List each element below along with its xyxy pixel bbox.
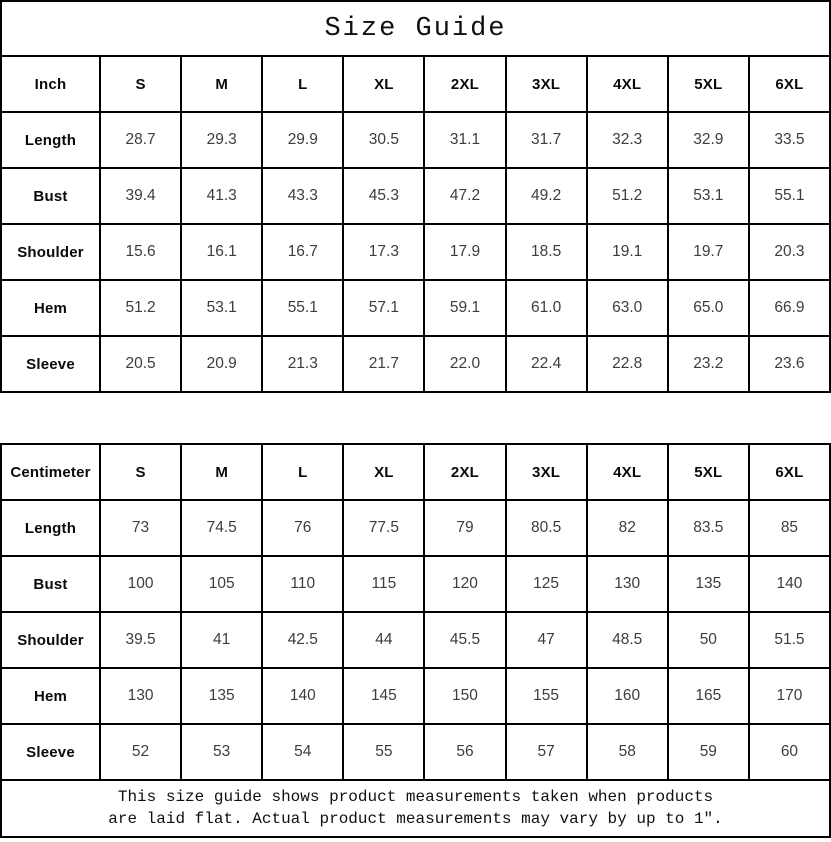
title-box [0,0,831,57]
value-cell: 130 [587,556,668,612]
value-cell: 43.3 [262,168,343,224]
unit-header-cell: Centimeter [1,444,100,500]
value-cell: 135 [181,668,262,724]
row-label-cell: Sleeve [1,724,100,780]
value-cell: 140 [262,668,343,724]
value-cell: 54 [262,724,343,780]
value-cell: 135 [668,556,749,612]
row-label-cell: Hem [1,280,100,336]
table-row [1,612,830,668]
value-cell: 29.9 [262,112,343,168]
value-cell: 32.9 [668,112,749,168]
value-cell: 61.0 [506,280,587,336]
value-cell: 79 [424,500,505,556]
size-header-cell: 6XL [749,444,830,500]
value-cell: 76 [262,500,343,556]
value-cell: 48.5 [587,612,668,668]
value-cell: 15.6 [100,224,181,280]
value-cell: 57.1 [343,280,424,336]
value-cell: 28.7 [100,112,181,168]
size-header-cell: S [100,444,181,500]
value-cell: 20.9 [181,336,262,392]
value-cell: 51.5 [749,612,830,668]
table-row [1,556,830,612]
value-cell: 53.1 [181,280,262,336]
value-cell: 82 [587,500,668,556]
inch-table [0,55,831,393]
size-header-cell: 2XL [424,444,505,500]
value-cell: 31.7 [506,112,587,168]
value-cell: 29.3 [181,112,262,168]
value-cell: 30.5 [343,112,424,168]
footer-line-2: are laid flat. Actual product measurements may vary by up to 1″. [108,809,723,828]
value-cell: 165 [668,668,749,724]
value-cell: 140 [749,556,830,612]
value-cell: 83.5 [668,500,749,556]
value-cell: 51.2 [587,168,668,224]
table-row [1,112,830,168]
row-label-cell: Length [1,112,100,168]
value-cell: 47.2 [424,168,505,224]
table-row [1,280,830,336]
value-cell: 20.5 [100,336,181,392]
size-header-cell: M [181,444,262,500]
value-cell: 105 [181,556,262,612]
value-cell: 155 [506,668,587,724]
value-cell: 66.9 [749,280,830,336]
value-cell: 47 [506,612,587,668]
value-cell: 45.5 [424,612,505,668]
value-cell: 58 [587,724,668,780]
table-row [1,500,830,556]
size-header-cell: XL [343,444,424,500]
size-header-cell: 3XL [506,444,587,500]
value-cell: 125 [506,556,587,612]
footer-line-1: This size guide shows product measurements taken when products [117,787,714,806]
row-label-cell: Bust [1,168,100,224]
value-cell: 55.1 [749,168,830,224]
table-row [1,224,830,280]
value-cell: 150 [424,668,505,724]
value-cell: 170 [749,668,830,724]
value-cell: 130 [100,668,181,724]
value-cell: 56 [424,724,505,780]
value-cell: 100 [100,556,181,612]
value-cell: 50 [668,612,749,668]
value-cell: 17.9 [424,224,505,280]
size-header-cell: 4XL [587,444,668,500]
value-cell: 65.0 [668,280,749,336]
value-cell: 16.1 [181,224,262,280]
page-title: Size Guide [324,13,507,44]
value-cell: 32.3 [587,112,668,168]
value-cell: 80.5 [506,500,587,556]
value-cell: 51.2 [100,280,181,336]
size-header-cell: M [181,56,262,112]
row-label-cell: Shoulder [1,612,100,668]
value-cell: 41.3 [181,168,262,224]
header-row [1,56,830,112]
table-gap [0,393,831,445]
row-label-cell: Sleeve [1,336,100,392]
row-label-cell: Bust [1,556,100,612]
value-cell: 73 [100,500,181,556]
size-header-cell: 5XL [668,56,749,112]
value-cell: 23.6 [749,336,830,392]
size-header-cell: XL [343,56,424,112]
value-cell: 77.5 [343,500,424,556]
value-cell: 110 [262,556,343,612]
value-cell: 39.5 [100,612,181,668]
unit-header-cell: Inch [1,56,100,112]
value-cell: 120 [424,556,505,612]
value-cell: 55 [343,724,424,780]
size-header-cell: S [100,56,181,112]
value-cell: 59.1 [424,280,505,336]
value-cell: 63.0 [587,280,668,336]
size-header-cell: 4XL [587,56,668,112]
value-cell: 20.3 [749,224,830,280]
size-header-cell: 5XL [668,444,749,500]
value-cell: 16.7 [262,224,343,280]
value-cell: 22.8 [587,336,668,392]
value-cell: 55.1 [262,280,343,336]
value-cell: 21.7 [343,336,424,392]
value-cell: 74.5 [181,500,262,556]
value-cell: 85 [749,500,830,556]
value-cell: 60 [749,724,830,780]
size-header-cell: 2XL [424,56,505,112]
value-cell: 53.1 [668,168,749,224]
header-row [1,444,830,500]
row-label-cell: Length [1,500,100,556]
value-cell: 33.5 [749,112,830,168]
value-cell: 18.5 [506,224,587,280]
value-cell: 22.0 [424,336,505,392]
value-cell: 19.7 [668,224,749,280]
size-header-cell: L [262,444,343,500]
value-cell: 21.3 [262,336,343,392]
value-cell: 57 [506,724,587,780]
centimeter-table [0,443,831,781]
value-cell: 42.5 [262,612,343,668]
value-cell: 41 [181,612,262,668]
value-cell: 17.3 [343,224,424,280]
value-cell: 22.4 [506,336,587,392]
table-row [1,168,830,224]
value-cell: 39.4 [100,168,181,224]
table-row [1,336,830,392]
footer-note [0,779,831,838]
size-header-cell: 3XL [506,56,587,112]
value-cell: 19.1 [587,224,668,280]
value-cell: 45.3 [343,168,424,224]
value-cell: 52 [100,724,181,780]
row-label-cell: Shoulder [1,224,100,280]
value-cell: 23.2 [668,336,749,392]
size-header-cell: 6XL [749,56,830,112]
value-cell: 31.1 [424,112,505,168]
row-label-cell: Hem [1,668,100,724]
value-cell: 53 [181,724,262,780]
value-cell: 49.2 [506,168,587,224]
size-header-cell: L [262,56,343,112]
value-cell: 145 [343,668,424,724]
value-cell: 59 [668,724,749,780]
table-row [1,668,830,724]
table-row [1,724,830,780]
value-cell: 160 [587,668,668,724]
value-cell: 115 [343,556,424,612]
value-cell: 44 [343,612,424,668]
